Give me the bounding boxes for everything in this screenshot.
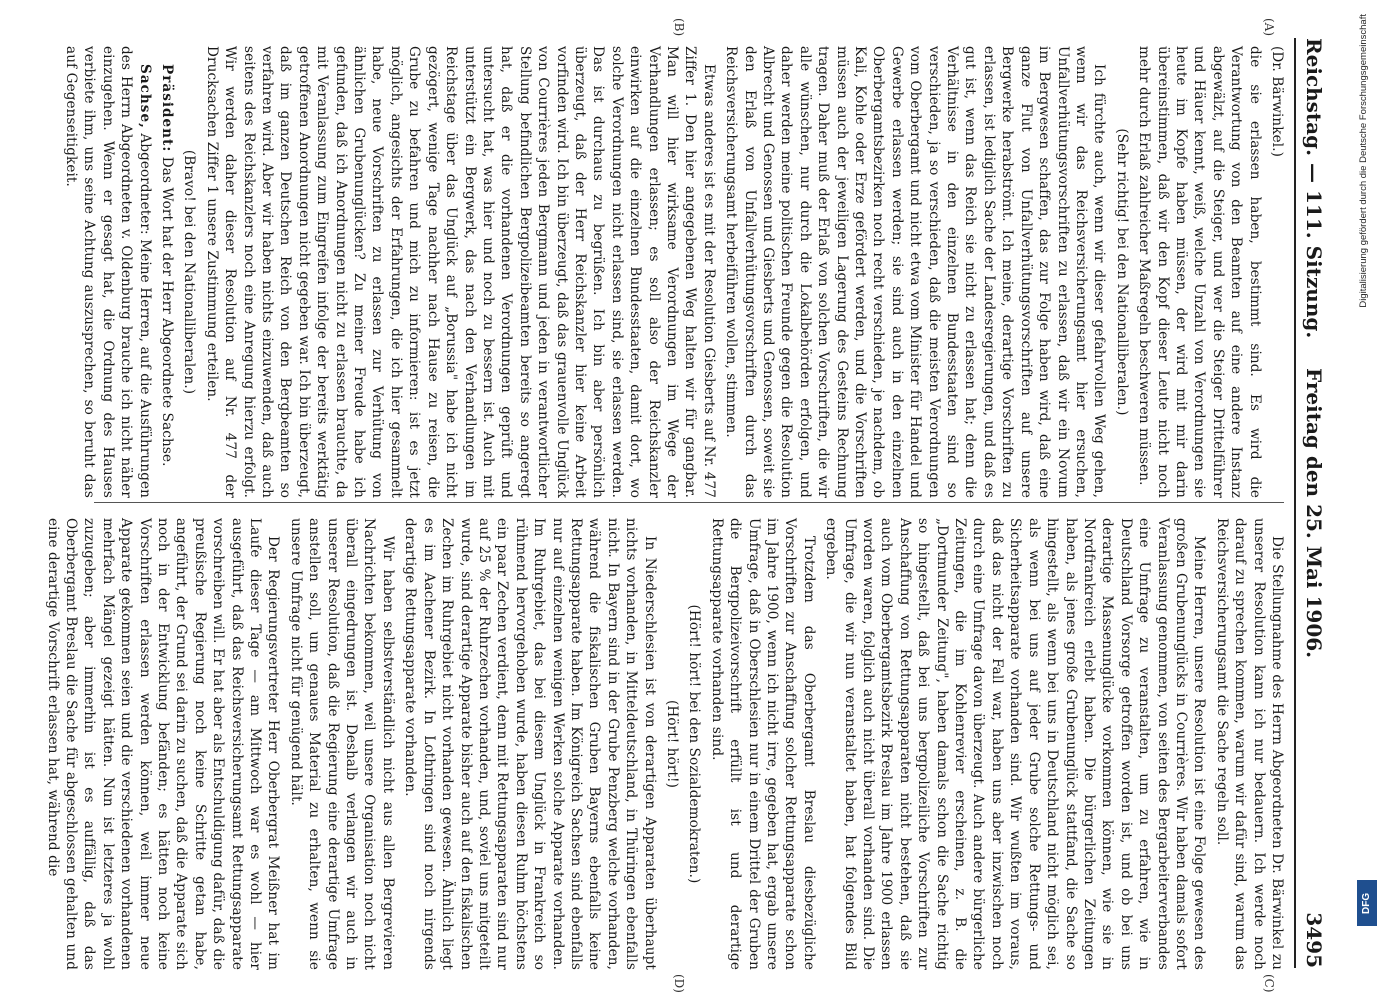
- paragraph: In Niederschlesien ist von derartigen Apparaten überhaupt nichts vorhanden, in Mitteldeutschland, in Thüringen ebenfalls nicht. In Bayern sind in der Grube Penzberg welche vorhanden, während die fiskalischen Gruben Bayerns ebenfalls keine Rettungsapparate haben. Im Königreich Sachsen sind ebenfalls nur auf einzelnen wenigen Werken solche Apparate vorhanden. Im Ruhrgebiet, das bei diesem Unglück in Frankreich so rühmend hervorgehoben wurde, haben diesen Ruhm höchstens ein paar Zechen verdient, denn mit Rettungsapparaten sind nur auf 25 % der Ruhrzechen vorhanden, und, soviel uns mitgeteilt wurde, sind derartige Apparate bisher auch auf den fiskalischen Zechen im Ruhrgebiet nicht vorhanden gewesen. Ähnlich liegt es im Aachener Bezirk. In Lothringen sind noch nirgends derartige Rettungsapparate vorhanden.: [402, 518, 658, 970]
- president-remark: [158, 46, 176, 498]
- margin-letter-d: (D): [672, 974, 686, 993]
- header-date: Freitag den 25. Mai 1906.: [1302, 368, 1326, 659]
- paragraph: Trotzdem das Oberbergamt Breslau diesbezügliche Vorschriften zur Anschaffung solcher Rettungsapparate schon im Jahre 1900, wenn ich nicht irre, gegeben hat, ergab unsere Umfrage, daß in Oberschlesien nur in einem Drittel der Gruben die Bergpolizeivorschrift erfüllt ist und derartige Rettungsapparate vorhanden sind.: [708, 518, 817, 970]
- interjection: (Bravo! bei den Nationalliberalen.): [181, 149, 198, 395]
- speaker-label: Präsident:: [159, 64, 176, 153]
- left-column: [58, 46, 1286, 498]
- speaker-tag: (Dr. Bärwinkel.): [1269, 46, 1285, 158]
- speech-text: Abgeordneter: Meine Herren, auf die Ausführungen des Herrn Abgeordneten v. Oldenburg brauche ich nicht näher einzugehen. Wenn er gesagt hat, die Ordnung des Hauses verbiete ihm, uns seine Achtung auszusprechen, so beruht das auf Gegenseitigkeit.: [63, 46, 153, 499]
- paragraph: Etwas anderes ist es mit der Resolution Giesberts auf Nr. 477 Ziffer 1. Den hier angegebenen Weg halten wir für gangbar. Man will hier wirksame Verordnungen im Wege der Verhandlungen erlassen; es soll also der Reichskanzler einwirken auf die einzelnen Bundesstaaten, damit dort, wo solche Verordnungen nicht erlassen sind, sie erlassen werden. Das ist durchaus zu begrüßen. Ich bin aber persönlich überzeugt, daß der Herr Reichskanzler hier keine Arbeit vorfinden wird. Ich bin überzeugt, daß das grauenvolle Unglück von Courrières jeden Bergmann und jeden in verantwortlicher Stellung befindlichen Bergpolizeibeamten bereits so angeregt hat, daß er die vorhandenen Verordnungen geprüft und untersucht hat, was hier und noch zu bessern ist. Auch mit unterstützt ein Bergwerk, das nach den Verhandlungen im Reichstage über das Unglück auf „Borussia" habe ich nicht gezögert, wenige Tage nachher nach Hause zu reisen, die Grube zu befahren und mich zu informieren: ist es jetzt möglich, angesichts der Erfahrungen, die ich hier gesammelt habe, neue Vorschriften zu erlassen zur Verhütung von ähnlichen Grubenunglücken? Zu meiner Freude habe ich gefunden, daß ich Anordnungen nicht zu erlassen brauchte, da mit Veranlassung zum Eingreifen infolge der bereits werktätig getroffenen Anordnungen nicht gegeben war. Ich bin überzeugt, daß im ganzen Deutschen Reich von den Bergbeamten so verfahren wird. Aber wir haben nichts einzuwenden, daß auch seitens des Reichskanzlers noch eine Anregung hierzu erfolgt. Wir werden daher dieser Resolution auf Nr. 477 der Drucksachen Ziffer 1 unsere Zustimmung erteilen.: [203, 46, 717, 498]
- scanned-page: [36, 0, 1346, 1000]
- paragraph: Wir haben selbstverständlich nicht aus allen Bergrevieren Nachrichten bekommen, weil unsere Organisation noch nicht überall eingedrungen ist. Deshalb verlangen wir auch in unserer Resolution, daß die Regierung eine derartige Umfrage anstellen soll, um genaues Material zu erhalten, wenn sie unsere Umfrage nicht für genügend hält.: [287, 518, 396, 970]
- paragraph: Die Stellungnahme des Herrn Abgeordneten Dr. Bärwinkel zu unserer Resolution kann ich nur bedauern. Ich werde noch darauf zu sprechen kommen, warum wir dafür sind, warum das Reichsversicherungsamt die Sache regeln soll.: [1213, 518, 1285, 970]
- paragraph: die sie erlassen haben, bestimmt sind. Es wird die Verantwortung von den Beamten auf eine andere Instanz abgewälzt, auf die Steiger, und wer die Steiger Drittelführer und Häuer kennt, weiß, welche Unzahl von Verordnungen sie heute im Kopfe haben müssen, der wird mit mir darin übereinstimmen, daß wir den Kopf dieser Leute nicht noch mehr durch Erlaß zahlreicher Maßregeln beschweren müssen.: [1136, 46, 1263, 498]
- margin-letter-a: (A): [1262, 18, 1276, 37]
- column-divider: [94, 502, 1284, 503]
- interjection: (Hört! hört!): [664, 699, 680, 789]
- margin-letter-b: (B): [672, 18, 686, 37]
- page-number: 3495: [1302, 912, 1326, 968]
- interjection: (Hört! hört! bei den Sozialdemokraten.): [686, 604, 703, 884]
- page-header: [1298, 38, 1332, 968]
- digitization-credit-strip: [1354, 0, 1382, 1000]
- paragraph: Ich fürchte auch, wenn wir dieser gefahrvollen Weg gehen, wenn wir das Reichsversicherungsamt hier ersuchen, Unfallverhütungsvorschriften zu erlassen, daß wir ein Novum im Bergwesen schaffen, das zur Folge haben wird, daß eine ganze Flut von Unfallverhütungsvorschriften auf unsere Bergwerke herabströmt. Ich meine, derartige Vorschriften zu erlassen, ist lediglich Sache der Landesregierungen, und daß es gut ist, wenn das Reich sie nicht zu erlassen hat; denn die Verhältnisse in den einzelnen Bundesstaaten sind so verschieden, ja so verschieden, daß die meisten Verordnungen vom Oberbergamt und nicht etwa vom Minister für Handel und Gewerbe erlassen werden; sie sind auch in den einzelnen Oberbergamtsbezirken noch recht verschieden, je nachdem, ob Kali, Kohle oder Erze gefördert werden, und die Vorschriften müssen auch der jeweiligen Lagerung des Gesteins Rechnung tragen. Daher muß der Erlaß von solchen Vorschriften, die wir alle wünschen, nur durch die Lokalbehörden erfolgen, und daher werden meine politischen Freunde gegen die Resolution Albrecht und Genossen und Giesberts und Genossen, soweit sie den Erlaß von Unfallverhütungsvorschriften durch das Reichsversicherungsamt herbeiführen wollen, stimmen.: [723, 46, 1108, 498]
- paragraph: Meine Herren, unsere Resolution ist eine Folge gewesen des großen Grubenunglücks in Courrières. Wir haben damals sofort Veranlassung genommen, von seiten des Bergarbeiterverbandes eine Umfrage zu veranstalten, um zu erfahren, wie in Deutschland Vorsorge getroffen worden ist, und ob bei uns derartige Massenunglücke vorkommen können, wie sie in Nordfrankreich erlebt haben. Die bürgerlichen Zeitungen haben, als jenes große Grubenunglück stattfand, die Sache so hingestellt, als wenn bei uns in Deutschland nicht möglich sei, als wenn bei uns auf jeder Grube solche Rettungs- und Sicherheitsapparate vorhanden sind. Wir wußten im voraus, daß das nicht der Fall war, haben uns aber inzwischen noch durch eine Umfrage davon überzeugt. Auch andere bürgerliche Zeitungen, die im Kohlenrevier erscheinen, z. B. die „Dortmunder Zeitung", haben damals schon die Sache richtig so hingestellt, daß bei uns bergpolizeiliche Vorschriften zur Anschaffung von Rettungsapparaten nicht bestehen, daß sie auch vom Oberbergamtsbezirk Breslau im Jahre 1900 erlassen worden waren, folglich auch nicht überall vorhanden sind. Die Umfrage, die wir nun veranstaltet haben, hat folgendes Bild ergeben.: [823, 518, 1208, 970]
- paragraph: Der Regierungsvertreter Herr Oberbergrat Meißner hat im Laufe dieser Tage — am Mittwoch war es wohl — hier ausgeführt, daß das Reichsversicherungsamt Rettungsapparate vorschreiben will. Er hat aber als Entschuldigung dafür, daß die preußische Regierung noch keine Schritte getan habe, angeführt, der Grund sei darin zu suchen, daß die Apparate sich noch in der Entwicklung befänden; es hätten noch keine Vorschriften erlassen werden können, weil immer neue Apparate gekommen seien und die verschiedenen vorhandenen mehrfach Mängel gezeigt hätten. Nun ist letzteres ja wohl zuzugeben; aber immerhin ist es auffällig, daß das Oberbergamt Breslau die Sache für abgeschlossen gehalten und eine derartige Vorschrift erlassen hat, während die: [44, 518, 282, 970]
- interjection: (Sehr richtig! bei den Nationalliberalen.): [1113, 128, 1130, 416]
- right-column: [39, 518, 1286, 970]
- sachse-speech: [62, 46, 154, 498]
- header-session: Reichstag. — 111. Sitzung.: [1302, 38, 1326, 339]
- digitization-credit: Digitalisierung gefördert durch die Deutsche Forschungsgemeinschaft: [1358, 14, 1369, 308]
- remark-text: Das Wort hat der Herr Abgeordnete Sachse.: [159, 156, 176, 467]
- dfg-logo: DFG: [1357, 880, 1377, 926]
- header-rule: [1294, 38, 1296, 968]
- speaker-label: Sachse,: [136, 64, 153, 129]
- margin-letter-c: (C): [1262, 974, 1276, 993]
